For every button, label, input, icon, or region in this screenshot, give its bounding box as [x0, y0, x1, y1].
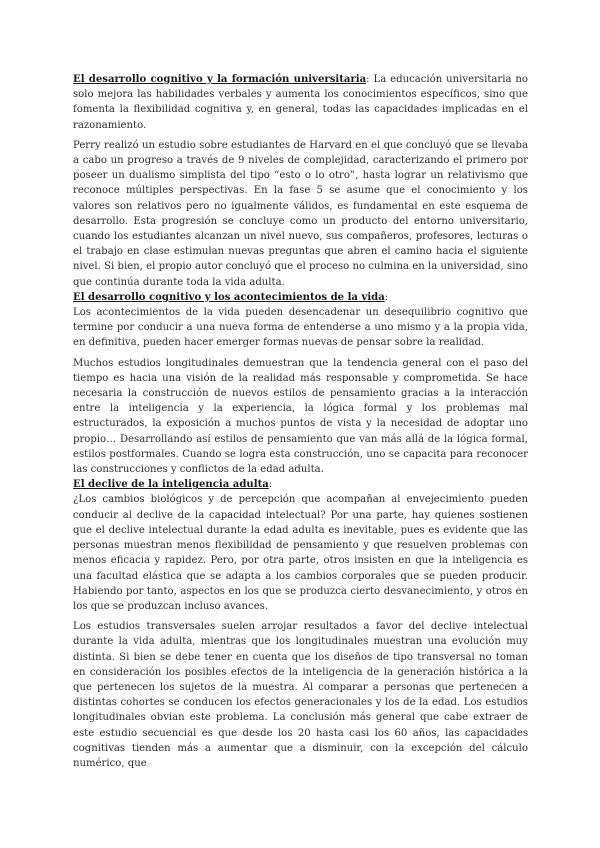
section-1-heading: El desarrollo cognitivo y la formación universitaria — [73, 74, 367, 85]
section-2-heading: El desarrollo cognitivo y los acontecimientos de la vida — [73, 291, 385, 303]
section-1-intro-paragraph — [73, 72, 528, 133]
section-2-heading-colon: : — [384, 291, 389, 303]
section-3-paragraph-1: ¿Los cambios biológicos y de percepción que acompañan al envejecimiento pueden conducir al declive de la capacidad intelectual? Por una parte, hay quienes sostienen que el declive intelectual durante la edad adulta es inevitable, pues es evidente que las personas muestran menos flexibilidad de pensamiento y que resuelven problemas con menos eficacia y rapidez. Pero, por otra parte, otros insisten en que la inteligencia es una facultad elástica que se adapta a los cambios corporales que se pueden producir. Habiendo por tanto, aspectos en los que se produzca cierto desvanecimiento, y otros en los que se produzcan incluso avances. — [73, 494, 528, 612]
section-3-heading-colon: : — [268, 479, 273, 491]
section-2-paragraph-2: Muchos estudios longitudinales demuestran que la tendencia general con el paso del tiempo es hacia una visión de la realidad más responsable y comprometida. Se hace necesaria la construcción de nuevos estilos de pensamiento gracias a la interacción entre la inteligencia y la experiencia, la lógica formal y los problemas mal estructurados, la exposición a muchos puntos de vista y la necesidad de adoptar uno propio… Desarrollando así estilos de pensamiento que van más allá de la lógica formal, estilos postformales. Cuando se logra esta construcción, uno se capacita para reconocer las construcciones y conflictos de la edad adulta. — [73, 357, 528, 476]
section-1-intro-text: : La educación universitaria no solo mejora las habilidades verbales y aumenta los conocimientos específicos, sino que fomenta la flexibilidad cognitiva y, en general, todas las capacidades implicadas en el razonamiento. — [73, 74, 528, 131]
section-3-heading: El declive de la inteligencia adulta — [73, 479, 269, 491]
section-1-paragraph-perry: Perry realizó un estudio sobre estudiantes de Harvard en el que concluyó que se llevaba a cabo un progreso a través de 9 niveles de complejidad, caracterizando el primero por poseer un dualismo simplista del tipo “esto o lo otro”, hasta lograr un relativismo que reconoce múltiples perspectivas. En la fase 5 se asume que el conocimiento y los valores son relativos pero no igualmente válidos, es fundamental en este esquema de desarrollo. Esta progresión se concluye como un producto del entorno universitario, cuando los estudiantes alcanzan un nivel nuevo, sus compañeros, profesores, lecturas o el trabajo en clase estimulan nuevas preguntas que abren el camino hacia el siguiente nivel. Si bien, el propio autor concluyó que el proceso no culmina en la universidad, sino que continúa durante toda la vida adulta. — [73, 139, 528, 288]
document-page — [73, 72, 528, 776]
section-2-heading-line — [73, 290, 528, 305]
section-3-paragraph-2: Los estudios transversales suelen arrojar resultados a favor del declive intelectual durante la vida adulta, mientras que los longitudinales muestran una evolución muy distinta. Si bien se debe tener en cuenta que los diseños de tipo transversal no toman en consideración los posibles efectos de la inteligencia de la generación histórica a la que pertenecen los sujetos de la muestra. Al comparar a personas que pertenecen a distintas cohortes se conducen los efectos generacionales y los de la edad. Los estudios longitudinales obvian este problema. La conclusión más general que cabe extraer de este estudio secuencial es que desde los 20 hasta casi los 60 años, las capacidades cognitivas tienden más a aumentar que a disminuir, con la excepción del cálculo numérico, que — [73, 621, 528, 769]
section-3-heading-line — [73, 477, 528, 492]
section-2-paragraph-1: Los acontecimientos de la vida pueden desencadenar un desequilibrio cognitivo que termine por conducir a una nueva forma de entenderse a uno mismo y a la propia vida, en definitiva, pueden hacer emerger formas nuevas de pensar sobre la realidad. — [73, 307, 528, 349]
